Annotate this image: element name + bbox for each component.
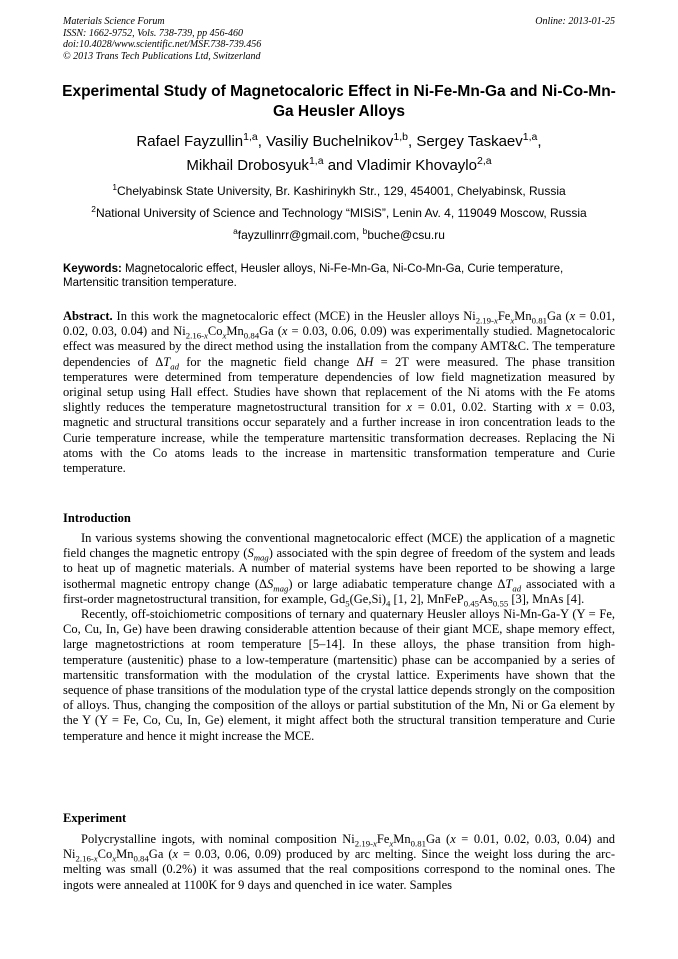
- journal-copyright: © 2013 Trans Tech Publications Ltd, Switzerland: [63, 50, 261, 62]
- author-affiliation-mark: 1,b: [393, 131, 408, 143]
- author-name: Vasiliy Buchelnikov: [266, 133, 394, 150]
- author-name: Sergey Taskaev: [416, 133, 523, 150]
- author-conjunction: and: [327, 157, 353, 174]
- author-affiliation-mark: 1,a: [243, 131, 258, 143]
- journal-issn: ISSN: 1662-9752, Vols. 738-739, pp 456-460: [63, 27, 243, 39]
- author-name: Rafael Fayzullin: [136, 133, 244, 150]
- email-a: fayzullinrr@gmail.com,: [237, 228, 360, 242]
- keywords-text: Magnetocaloric effect, Heusler alloys, Ni-Fe-Mn-Ga, Ni-Co-Mn-Ga, Curie temperature, Martensitic transition temperature.: [63, 263, 564, 289]
- section-heading-experiment: Experiment: [63, 811, 127, 825]
- affiliation-1: $^1$Chelyabinsk State University, Br. Kashirinykh Str., 129, 454001, Chelyabinsk, Russia: [112, 182, 566, 198]
- author-name: Mikhail Drobosyuk: [186, 157, 309, 174]
- affiliation-2: $^2$National University of Science and Technology “MISiS”, Lenin Av. 4, 119049 Moscow, Russia: [91, 204, 587, 220]
- author-affiliation-mark: 1,a: [522, 131, 538, 143]
- journal-name: Materials Science Forum: [63, 16, 165, 27]
- keywords-label: Keywords:: [63, 263, 122, 275]
- section-heading-introduction: Introduction: [63, 511, 131, 525]
- paper-title: Experimental Study of Magnetocaloric Effect in Ni-Fe-Mn-Ga and Ni-Co-Mn-Ga Heusler Alloys: [62, 83, 616, 120]
- author-name: Vladimir Khovaylo: [356, 157, 477, 174]
- introduction-text: In various systems showing the conventional magnetocaloric effect (MCE) the application of a magnetic field changes the magnetic entropy $(S_{mag})$ associated with the spin degree of freedom of the system and leads to heat up of magnetic materials. A number of material systems have been reported to be showing a large isothermal magnetic entropy change $(\Delta S_{mag})$ or large adiabatic temperature change $\Delta T_{ad}$ associated with a first-order magnetostructural transition, for example, $Gd_5(Ge,Si)_4$ [1, 2], $MnFeP_{0.45}As_{0.55}$ [3], MnAs [4]. Recently, off-stoichiometric compositions of ternary and quaternary Heusler alloys Ni-Mn-Ga-Y (Y = Fe, Co, Cu, In, Ge) have been drawing considerable attention because of their giant MCE, shape memory effect, large magnetostrictions at room temperature [5–14]. In these alloys, the phase transition from high-temperature (austenitic) phase to a low-temperature (martensitic) phase can be accompanied by a series of martensitic transformation with the modulation of the crystal lattice. Experiments have shown that the sequence of phase transitions of the modulation type of the crystal lattice depends strongly on the composition of alloys. Thus, changing the composition of the alloys or partial substitution of the Mn, Ni or Ga element by the Y (Y = Fe, Co, Cu, In, Ge) element, it might affect both the structural transition temperature and Curie temperature and hence it might increase the MCE.: [63, 531, 616, 743]
- author-emails: $^a$fayzullinrr@gmail.com, $^b$buche@csu.ru: [233, 226, 445, 242]
- abstract-label: Abstract.: [63, 309, 113, 323]
- author-list: Rafael Fayzullin$^{1,a}$, Vasiliy Buchelnikov$^{1,b}$, Sergey Taskaev$^{1,a}$, Mikhail Drobosyuk$^{1,a}$ and Vladimir Khovaylo$^{2,a}$: [136, 131, 542, 174]
- journal-header: [63, 16, 261, 62]
- keywords-block: [63, 262, 615, 290]
- email-b: buche@csu.ru: [367, 228, 445, 242]
- author-affiliation-mark: 1,a: [308, 155, 324, 167]
- experiment-text: Polycrystalline ingots, with nominal composition $Ni_{2.19-x}Fe_xMn_{0.81}Ga$ (x = 0.01, 0.02, 0.03, 0.04) and $Ni_{2.16-x}Co_xMn_{0.84}Ga$ (x = 0.03, 0.06, 0.09) produced by arc melting. Since the weight loss during the arc-melting was small (0.2%) it was assumed that the real compositions correspond to the nominal ones. The ingots were annealed at 1100K for 9 days and quenched in ice water. Samples: [63, 832, 616, 892]
- journal-doi: doi:10.4028/www.scientific.net/MSF.738-739.456: [63, 39, 262, 50]
- author-affiliation-mark: 2,a: [476, 155, 492, 167]
- online-date: Online: 2013-01-25: [535, 16, 615, 27]
- abstract-block: Abstract. In this work the magnetocaloric effect (MCE) in the Heusler alloys $Ni_{2.19-x}Fe_xMn_{0.81}Ga$ (x = 0.01, 0.02, 0.03, 0.04) and $Ni_{2.16-x}Co_xMn_{0.84}Ga$ (x = 0.03, 0.06, 0.09) was experimentally studied. Magnetocaloric effect was measured by the direct method using the installation from the company AMT&C. The temperature dependencies of $\Delta T_{ad}$ for the magnetic field change ΔH = 2T were measured. The phase transition temperatures were determined from temperature dependencies of low field magnetization measured by original setup using Hall effect. Studies have shown that replacement of the Ni atoms with the Fe atoms slightly reduces the temperature magnetostructural transition for x = 0.01, 0.02. Starting with x = 0.03, magnetic and structural transitions occur separately and a further increase in iron concentration leads to the Curie temperature increase, while the temperature martensitic transformation decreases. Replacing the Ni atoms with the Co atoms leads to the increase in martensitic transformation temperature and Curie temperature.: [63, 309, 616, 476]
